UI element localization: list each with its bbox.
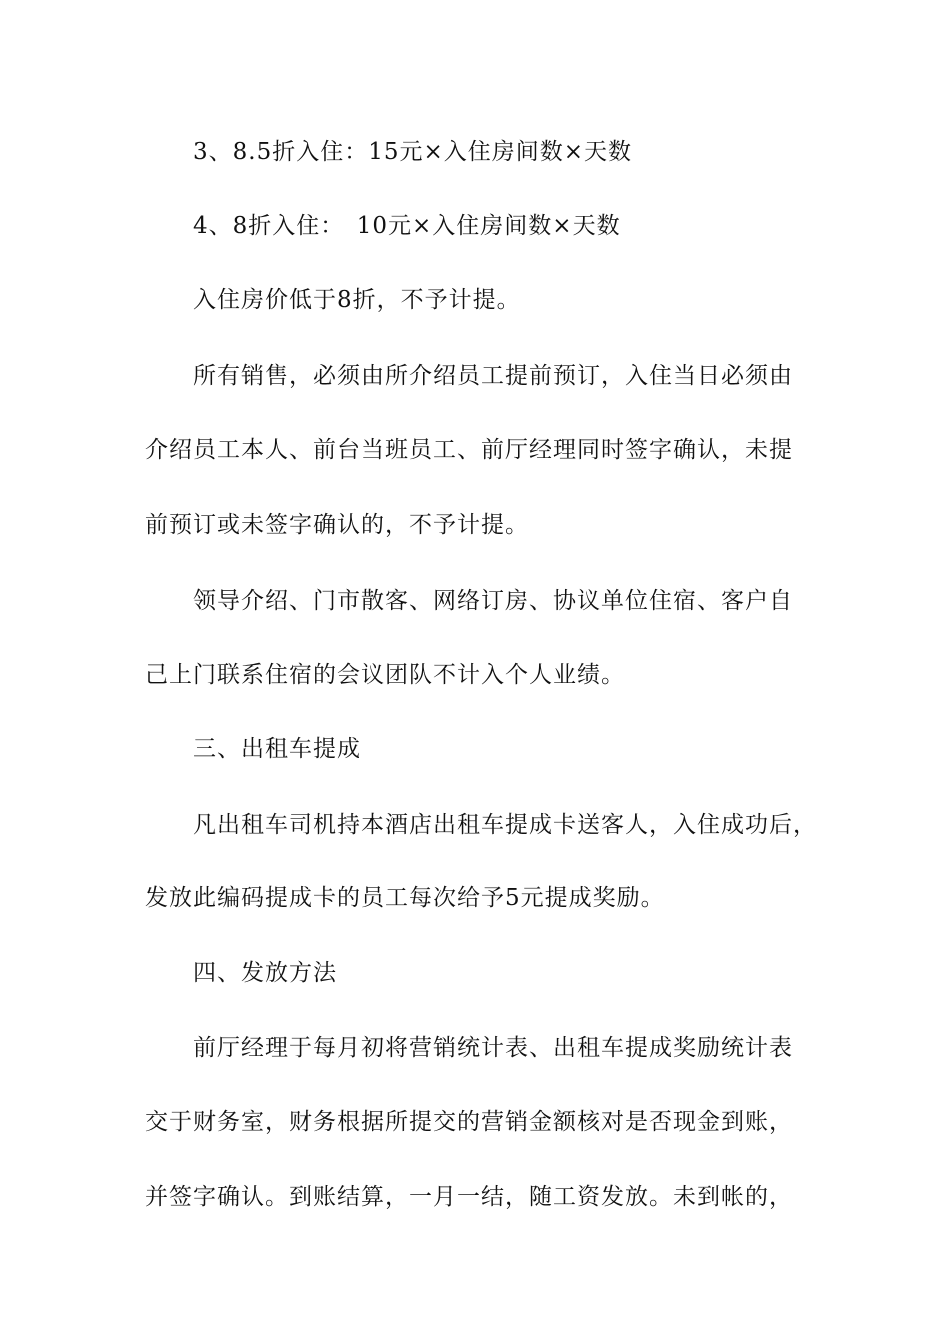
text-line-discount-80: 4、8折入住： 10元×入住房间数×天数 (193, 213, 621, 239)
text-line-exclusion-2: 己上门联系住宿的会议团队不计入个人业绩。 (145, 662, 625, 688)
text-line-sales-rule-1: 所有销售，必须由所介绍员工提前预订，入住当日必须由 (193, 363, 793, 389)
text-line-sales-rule-3: 前预订或未签字确认的，不予计提。 (145, 512, 529, 538)
section-heading-payment: 四、发放方法 (193, 960, 337, 986)
text-line-discount-85: 3、8.5折入住：15元×入住房间数×天数 (193, 139, 633, 165)
text-line-payment-3: 并签字确认。到账结算，一月一结，随工资发放。未到帐的， (145, 1184, 793, 1210)
text-line-payment-2: 交于财务室，财务根据所提交的营销金额核对是否现金到账， (145, 1109, 793, 1135)
text-line-below-80: 入住房价低于8折，不予计提。 (193, 287, 521, 313)
text-line-payment-1: 前厅经理于每月初将营销统计表、出租车提成奖励统计表 (193, 1035, 793, 1061)
text-line-taxi-1: 凡出租车司机持本酒店出租车提成卡送客人，入住成功后， (193, 812, 817, 838)
section-heading-taxi: 三、出租车提成 (193, 736, 361, 762)
text-line-exclusion-1: 领导介绍、门市散客、网络订房、协议单位住宿、客户自 (193, 588, 793, 614)
text-line-taxi-2: 发放此编码提成卡的员工每次给予5元提成奖励。 (145, 885, 665, 911)
text-line-sales-rule-2: 介绍员工本人、前台当班员工、前厅经理同时签字确认，未提 (145, 437, 793, 463)
